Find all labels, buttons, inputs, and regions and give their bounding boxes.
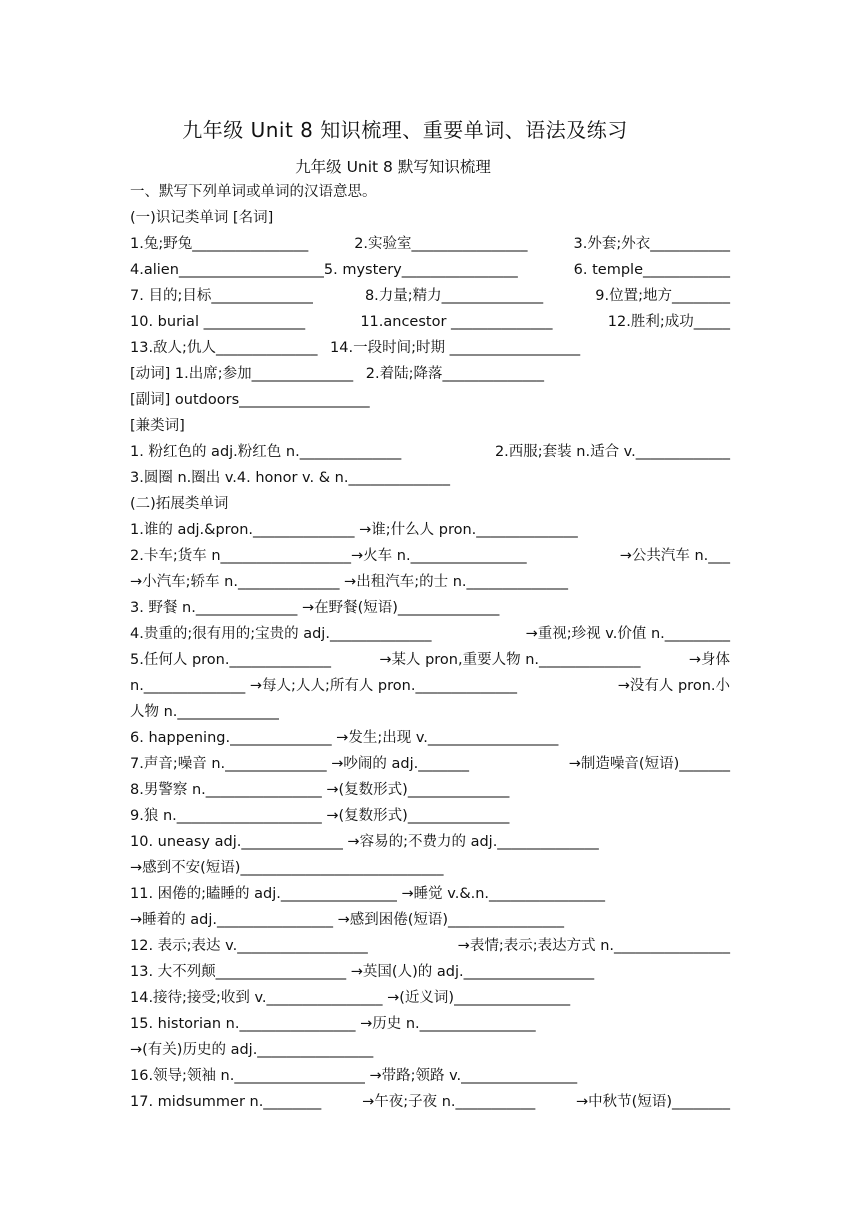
exercise-segment: 人物 n.______________ [130, 704, 279, 720]
exercise-line [130, 361, 730, 387]
exercise-segment: 3.圆圈 n.圈出 v.4. honor v. & n.______________ [130, 470, 450, 486]
exercise-line [130, 283, 730, 309]
exercise-segment: 1. 粉红色的 adj.粉红色 n.______________ [130, 444, 402, 460]
exercise-segment: →没有人 pron.小 [617, 678, 730, 694]
exercise-line [130, 907, 730, 933]
exercise-segment: 6. temple____________ [573, 262, 730, 278]
exercise-line [130, 985, 730, 1011]
exercise-line [130, 933, 730, 959]
exercise-segment: →小汽车;轿车 n.______________ →出租汽车;的士 n.______________ [130, 574, 568, 590]
exercise-line [130, 751, 730, 777]
exercise-segment: 2.卡车;货车 n__________________→火车 n.________________ [130, 548, 527, 564]
exercise-segment: 一、默写下列单词或单词的汉语意思。 [130, 184, 377, 200]
exercise-segment: 3.外套;外衣___________ [573, 236, 730, 252]
exercise-segment: n.______________ →每人;人人;所有人 pron.______________ [130, 678, 517, 694]
exercise-segment: [副词] outdoors__________________ [130, 392, 370, 408]
exercise-line [130, 595, 730, 621]
exercise-line [130, 335, 730, 361]
exercise-line [130, 1063, 730, 1089]
exercise-line [130, 465, 730, 491]
exercise-segment: 6. happening.______________ →发生;出现 v.__________________ [130, 730, 559, 746]
exercise-line [130, 257, 730, 283]
exercise-segment: 5.任何人 pron.______________ [130, 652, 331, 668]
document-title: 九年级 Unit 8 知识梳理、重要单词、语法及练习 [182, 118, 628, 142]
exercise-segment: 16.领导;领袖 n.__________________ →带路;领路 v.________________ [130, 1068, 578, 1084]
exercise-segment: 15. historian n.________________ →历史 n.________________ [130, 1016, 536, 1032]
exercise-line [130, 803, 730, 829]
exercise-line [130, 231, 730, 257]
exercise-segment: →制造噪音(短语)_______ [568, 756, 730, 772]
exercise-segment: 1.谁的 adj.&pron.______________ →谁;什么人 pron.______________ [130, 522, 578, 538]
exercise-segment: 8.力量;精力______________ [364, 288, 544, 304]
exercise-line [130, 1011, 730, 1037]
exercise-segment: 12.胜利;成功_____ [607, 314, 730, 330]
exercise-segment: [兼类词] [130, 418, 185, 434]
exercise-line [130, 517, 730, 543]
exercise-line [130, 491, 730, 517]
exercise-segment: →中秋节(短语)________ [576, 1094, 730, 1110]
exercise-line [130, 179, 730, 205]
exercise-segment: (二)拓展类单词 [130, 496, 229, 512]
exercise-segment: →表情;表示;表达方式 n.________________ [457, 938, 730, 954]
exercise-line [130, 413, 730, 439]
exercise-segment: (一)识记类单词 [名词] [130, 210, 274, 226]
exercise-line [130, 725, 730, 751]
exercise-segment: 13.敌人;仇人______________ [130, 340, 318, 356]
exercise-segment: [动词] 1.出席;参加______________ [130, 366, 354, 382]
exercise-line [130, 959, 730, 985]
document-subtitle: 九年级 Unit 8 默写知识梳理 [295, 158, 491, 176]
exercise-segment: 7. 目的;目标______________ [130, 288, 313, 304]
exercise-line [130, 777, 730, 803]
exercise-line [130, 881, 730, 907]
exercise-segment: 2.着陆;降落______________ [361, 366, 544, 382]
exercise-segment: →某人 pron,重要人物 n.______________ [379, 652, 641, 668]
exercise-line [130, 569, 730, 595]
exercise-segment: →感到不安(短语)____________________________ [130, 860, 444, 876]
exercise-segment: 7.声音;噪音 n.______________ →吵闹的 adj._______ [130, 756, 469, 772]
exercise-line [130, 621, 730, 647]
exercise-segment: 4.贵重的;很有用的;宝贵的 adj.______________ [130, 626, 432, 642]
exercise-line [130, 647, 730, 673]
exercise-line [130, 855, 730, 881]
exercise-line [130, 1037, 730, 1063]
exercise-segment: 2.西服;套装 n.适合 v._____________ [494, 444, 730, 460]
exercise-segment: 12. 表示;表达 v.__________________ [130, 938, 368, 954]
exercise-line [130, 699, 730, 725]
exercise-line [130, 387, 730, 413]
exercise-segment: 13. 大不列颠__________________ →英国(人)的 adj.__________________ [130, 964, 595, 980]
exercise-segment: 11.ancestor ______________ [360, 314, 553, 330]
exercise-segment: 1.兔;野兔________________ [130, 236, 309, 252]
exercise-segment: 4.alien____________________5. mystery________________ [130, 262, 518, 278]
exercise-segment: 14.一段时间;时期 __________________ [325, 340, 581, 356]
exercise-line [130, 205, 730, 231]
exercise-segment: 14.接待;接受;收到 v.________________ →(近义词)________________ [130, 990, 571, 1006]
exercise-segment: →身体 [688, 652, 730, 668]
exercise-segment: →午夜;子夜 n.___________ [362, 1094, 536, 1110]
exercise-segment: 8.男警察 n.________________ →(复数形式)______________ [130, 782, 510, 798]
exercise-segment: →睡着的 adj.________________ →感到困倦(短语)________________ [130, 912, 565, 928]
exercise-line [130, 309, 730, 335]
exercise-segment: 17. midsummer n.________ [130, 1094, 322, 1110]
exercise-segment: →公共汽车 n.___ [619, 548, 730, 564]
exercise-segment: 10. burial ______________ [130, 314, 306, 330]
exercise-segment: 9.位置;地方________ [595, 288, 730, 304]
exercise-segment: 9.狼 n.____________________ →(复数形式)______________ [130, 808, 510, 824]
exercise-segment: →重视;珍视 v.价值 n._________ [525, 626, 730, 642]
exercise-segment: →(有关)历史的 adj.________________ [130, 1042, 374, 1058]
exercise-segment: 10. uneasy adj.______________ →容易的;不费力的 adj.______________ [130, 834, 599, 850]
exercise-segment: 11. 困倦的;瞌睡的 adj.________________ →睡觉 v.&.n.________________ [130, 886, 606, 902]
exercise-line [130, 829, 730, 855]
exercise-line [130, 543, 730, 569]
exercise-line [130, 1089, 730, 1115]
exercise-segment: 3. 野餐 n.______________ →在野餐(短语)______________ [130, 600, 500, 616]
exercise-segment: 2.实验室________________ [354, 236, 528, 252]
exercise-line [130, 439, 730, 465]
exercise-line [130, 673, 730, 699]
exercise-content [130, 179, 730, 1115]
